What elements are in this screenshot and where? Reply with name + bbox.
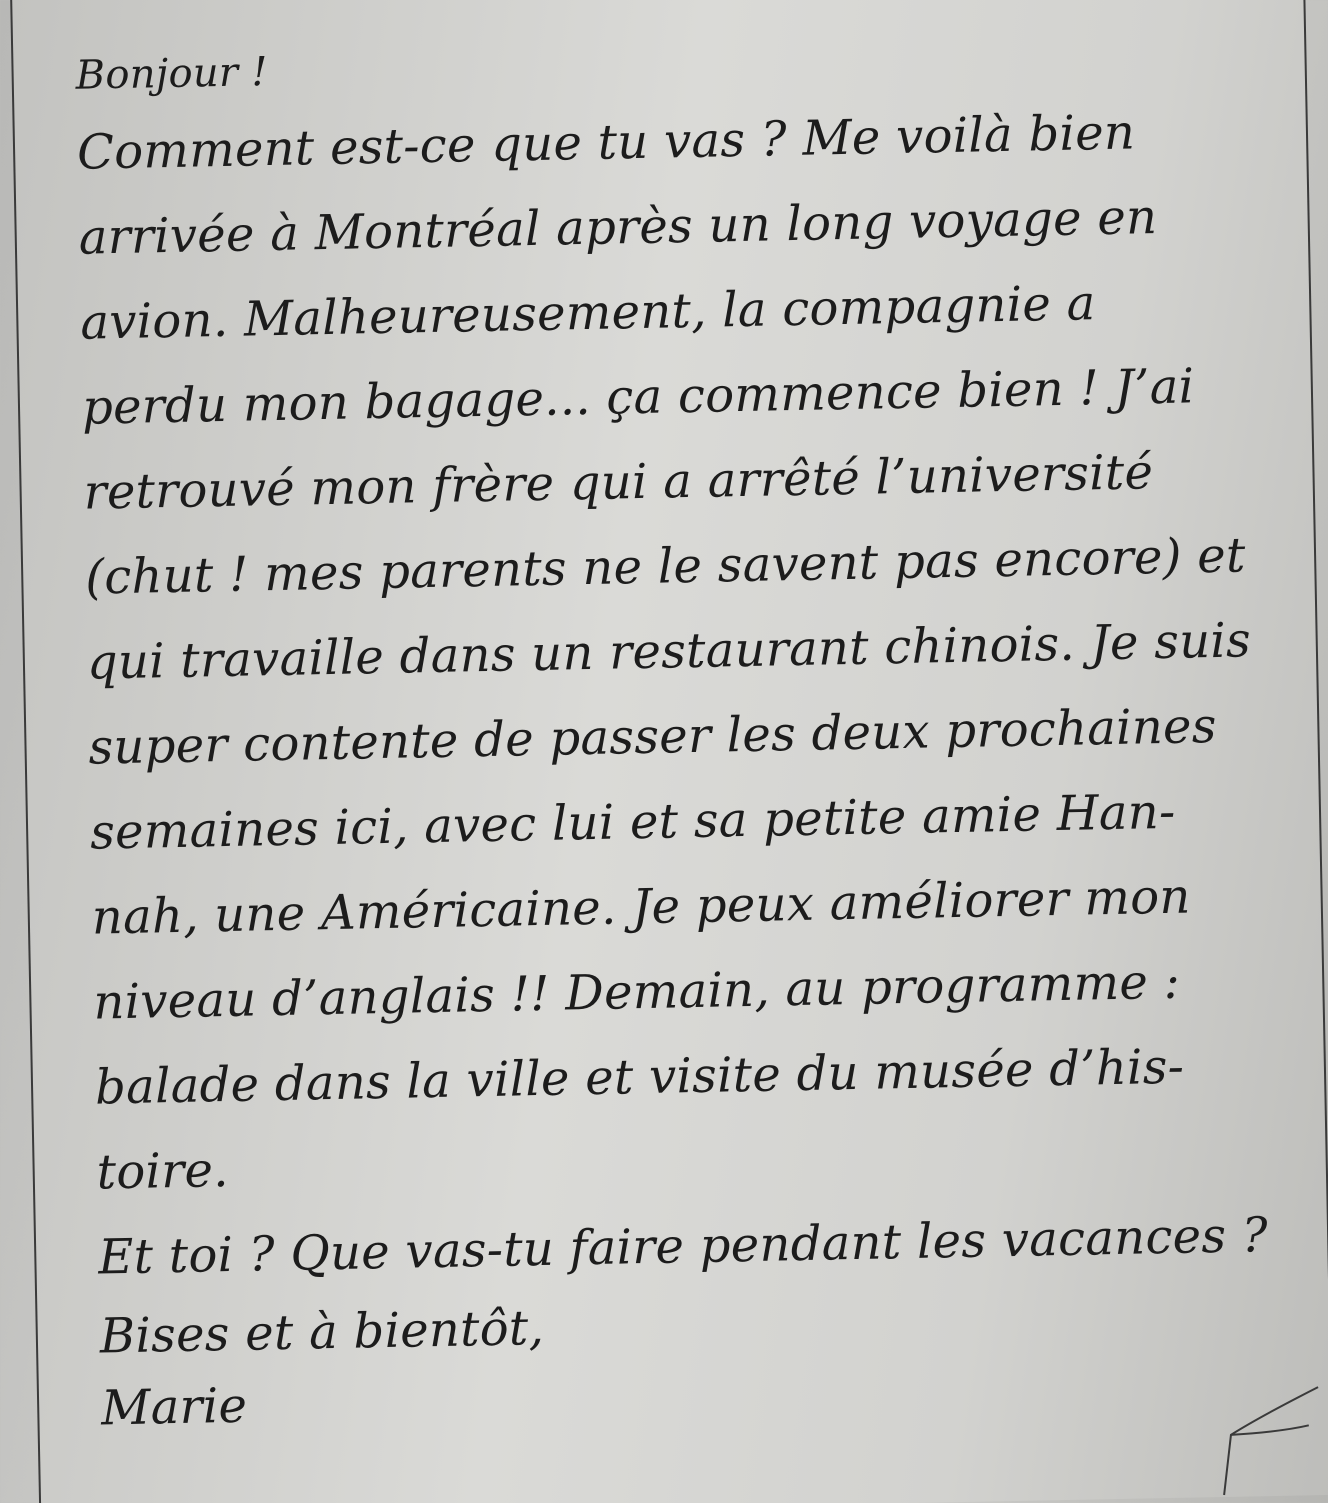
letter-signature: Marie — [100, 1377, 248, 1437]
letter-line: super contente de passer les deux prochaines — [88, 697, 1218, 776]
letter-line: toire. — [96, 1142, 230, 1201]
letter-closing: Bises et à bientôt, — [99, 1300, 545, 1365]
letter-line: perdu mon bagage... ça commence bien ! J’ai — [81, 358, 1195, 436]
letter-line: Comment est-ce que tu vas ? Me voilà bien — [76, 104, 1136, 181]
letter-body — [75, 18, 1312, 1445]
letter-line: arrivée à Montréal après un long voyage en — [78, 189, 1158, 266]
page-curl-icon — [1200, 1385, 1322, 1497]
letter-question: Et toi ? Que vas-tu faire pendant les vacances ? — [97, 1207, 1269, 1286]
letter-line: balade dans la ville et visite du musée d’his- — [94, 1038, 1185, 1116]
letter-line: avion. Malheureusement, la compagnie a — [79, 275, 1097, 351]
letter-line: (chut ! mes parents ne le savent pas encore) et — [84, 527, 1247, 606]
letter-greeting: Bonjour ! — [75, 49, 269, 99]
letter-line: qui travaille dans un restaurant chinois. Je suis — [86, 612, 1252, 691]
letter-line: nah, une Américaine. Je peux améliorer mon — [91, 868, 1192, 946]
letter-line: retrouvé mon frère qui a arrêté l’université — [83, 444, 1154, 521]
letter-line: niveau d’anglais !! Demain, au programme : — [92, 953, 1181, 1031]
letter-note — [10, 0, 1328, 1503]
letter-line: semaines ici, avec lui et sa petite amie Han- — [89, 783, 1176, 861]
